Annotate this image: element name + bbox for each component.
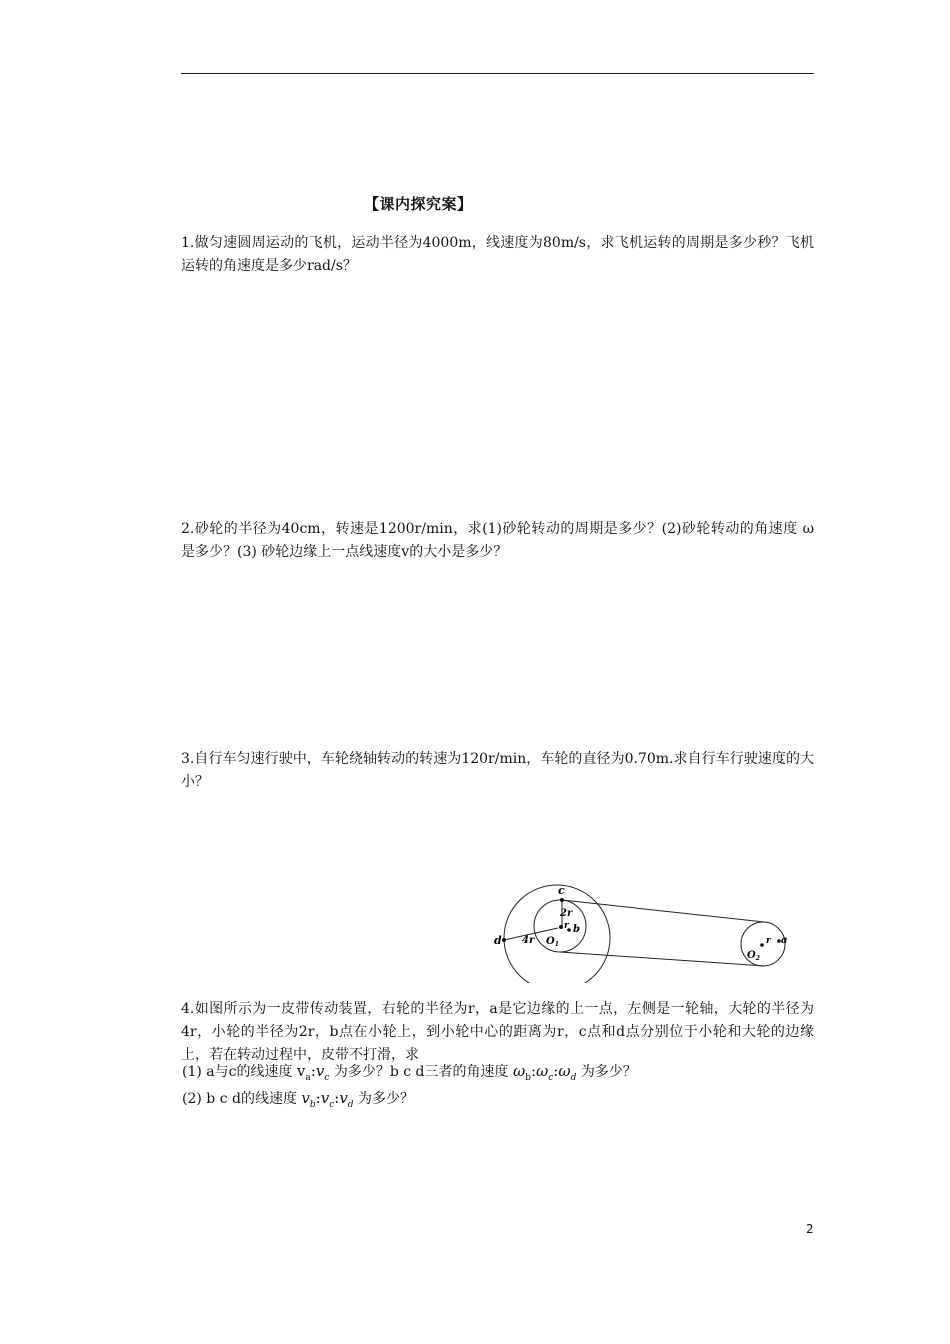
question-2-text: 2.砂轮的半径为40cm，转速是1200r/min，求(1)砂轮转动的周期是多少？(2)砂轮转动的角速度 ω 是多少？(3) 砂轮边缘上一点线速度v的大小是多少？	[181, 521, 814, 560]
belt-bottom	[560, 952, 764, 966]
ratio-omega-b-c-d	[512, 1062, 577, 1083]
label-4r: 4r	[522, 935, 535, 946]
ratio-colon: :	[530, 1062, 537, 1080]
question-4	[181, 998, 814, 1067]
subscript-b: b	[309, 1100, 316, 1110]
label-c: c	[558, 884, 565, 897]
center-o2	[760, 943, 764, 947]
ratio-colon: :	[553, 1062, 559, 1080]
subscript-d: d	[570, 1073, 577, 1083]
subscript-d: d	[347, 1100, 354, 1110]
label-o2-sub: 2	[755, 955, 760, 962]
subscript-b: b	[525, 1073, 531, 1083]
part-1-suffix: 为多少？	[580, 1064, 637, 1080]
question-1	[181, 232, 814, 278]
label-r-right: r	[766, 936, 771, 946]
label-a: a	[781, 935, 788, 946]
subscript-c: c	[548, 1073, 554, 1083]
subscript-c: c	[329, 1100, 335, 1110]
label-o1-sub: 1	[554, 941, 559, 948]
omega-symbol: ω	[558, 1062, 571, 1080]
part-1-prefix: (1) a与c的线速度	[182, 1064, 293, 1080]
part-2-prefix: (2) b c d的线速度	[182, 1091, 297, 1107]
question-2	[181, 518, 814, 564]
ratio-colon: :	[315, 1089, 321, 1107]
v-symbol: v	[315, 1062, 325, 1080]
part-1-middle: 为多少？b c d三者的角速度	[333, 1064, 509, 1080]
question-3-text: 3.自行车匀速行驶中，车轮绕轴转动的转速为120r/min，车轮的直径为0.70m.求自行车行驶速度的大小？	[181, 751, 814, 790]
question-3	[181, 748, 814, 794]
belt-top	[562, 900, 764, 922]
ratio-colon: :	[334, 1089, 340, 1107]
label-2r: 2r	[560, 908, 573, 919]
belt-pulley-diagram	[492, 873, 792, 983]
ratio-colon: :	[310, 1062, 316, 1080]
label-r-left: r	[564, 921, 569, 931]
subscript-c: c	[324, 1073, 330, 1083]
part-2-suffix: 为多少？	[358, 1091, 415, 1107]
question-4-text: 4.如图所示为一皮带传动装置，右轮的半径为r，a是它边缘的上一点，左侧是一轮轴，大轮的半径为4r，小轮的半径为2r，b点在小轮上，到小轮中心的距离为r，c点和d点分别位于小轮和大轮的边缘上，若在转动过程中，皮带不打滑，求	[181, 1001, 814, 1063]
question-4-part-2	[182, 1087, 414, 1117]
header-rule	[181, 73, 814, 74]
section-title: 【课内探究案】	[364, 195, 473, 213]
point-c	[560, 898, 564, 902]
page-number: 2	[806, 1222, 814, 1236]
label-b: b	[573, 924, 580, 935]
question-1-text: 1.做匀速圆周运动的飞机，运动半径为4000m，线速度为80m/s，求飞机运转的周期是多少秒？飞机运转的角速度是多少rad/s？	[181, 235, 814, 274]
question-4-part-1	[182, 1060, 637, 1090]
v-symbol: v	[301, 1089, 310, 1107]
v-symbol: v	[320, 1089, 330, 1107]
point-d	[502, 938, 506, 942]
ratio-va-vc	[296, 1062, 330, 1083]
label-o2-letter: O	[747, 950, 756, 961]
subscript-a: a	[305, 1073, 311, 1083]
omega-symbol: ω	[512, 1062, 526, 1080]
center-o1	[559, 925, 563, 929]
label-o1	[546, 936, 559, 948]
label-d: d	[494, 934, 502, 947]
v-symbol: v	[339, 1089, 348, 1107]
label-o2	[747, 950, 760, 962]
ratio-vb-vc-vd	[301, 1089, 354, 1110]
omega-symbol: ω	[536, 1062, 549, 1080]
v-symbol: v	[296, 1062, 306, 1080]
label-o1-letter: O	[546, 936, 555, 947]
